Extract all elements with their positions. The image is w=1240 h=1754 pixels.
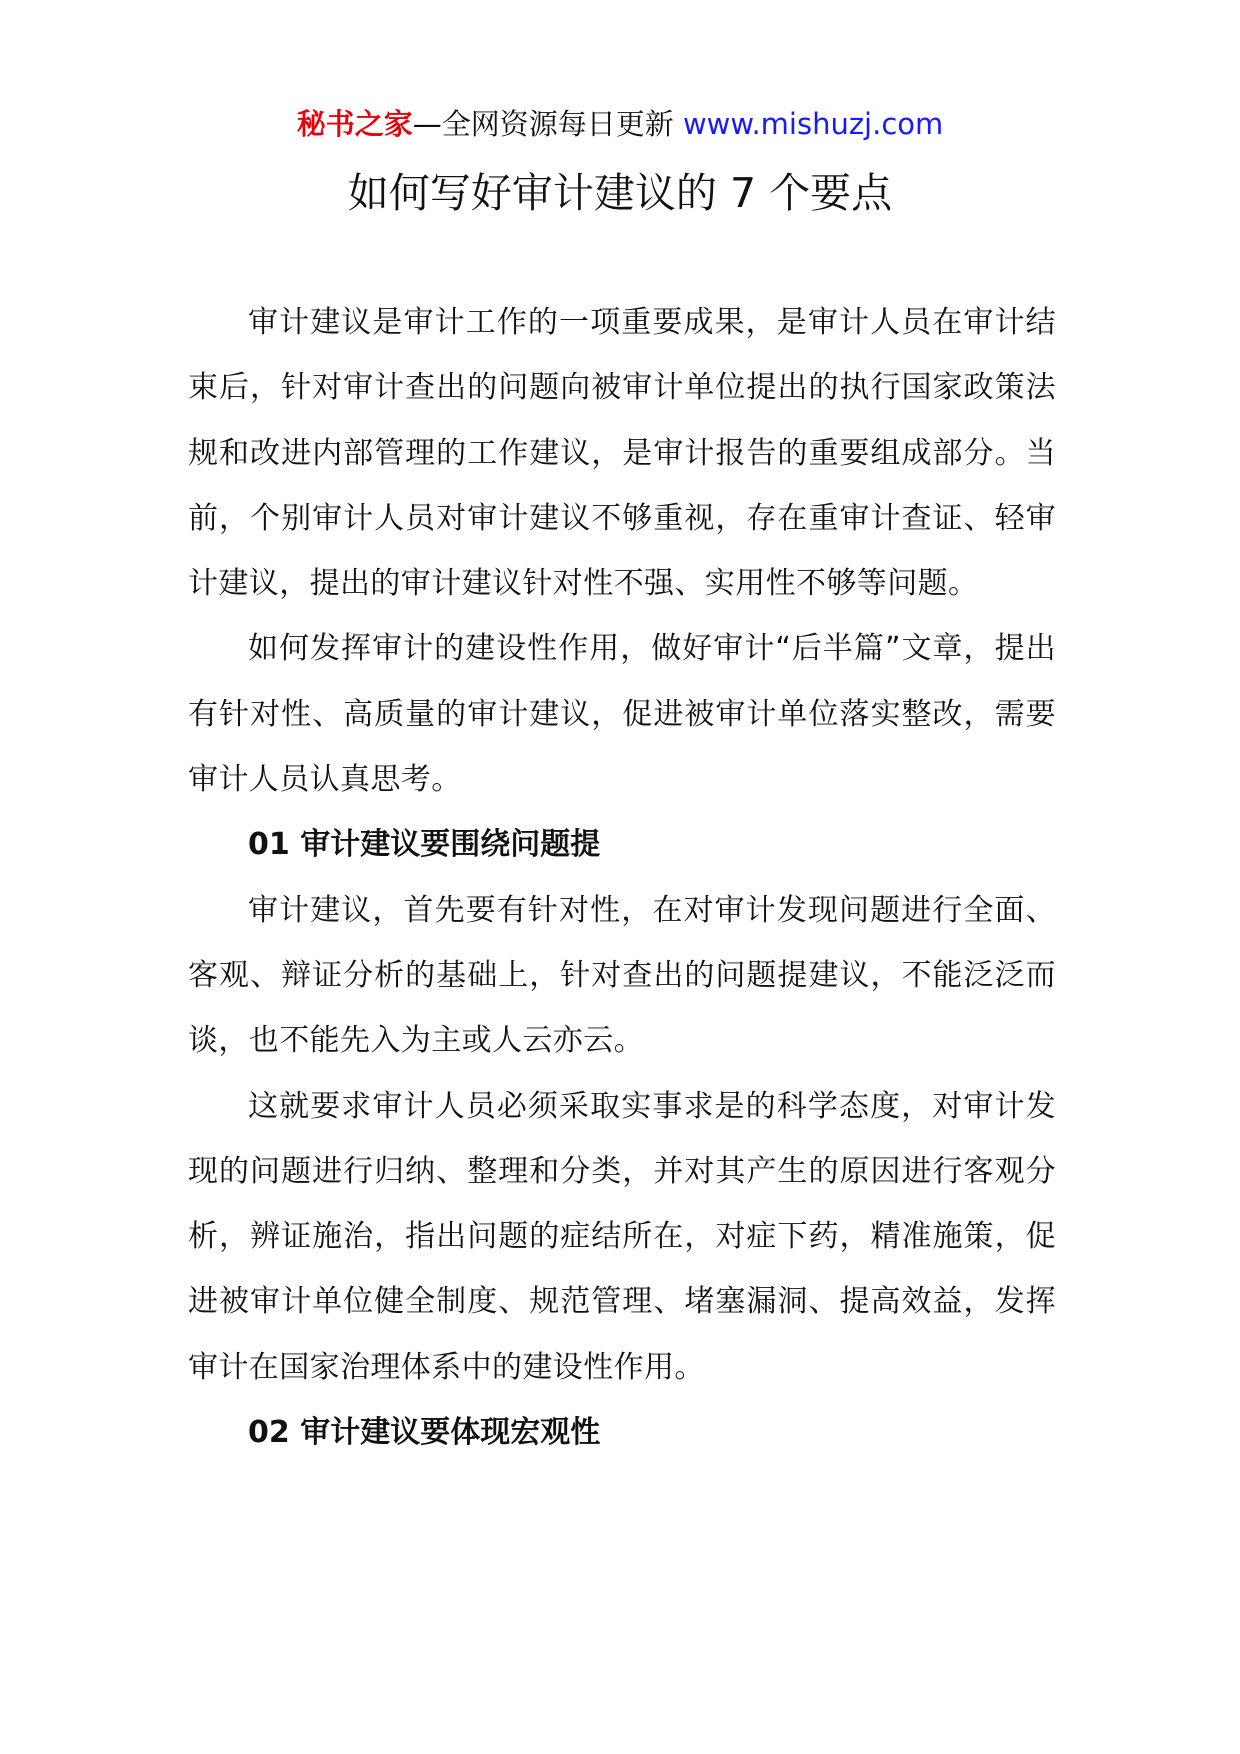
brand-name: 秘书之家 — [296, 107, 413, 141]
document-body — [188, 290, 1056, 1465]
document-title: 如何写好审计建议的 7 个要点 — [347, 169, 893, 217]
paragraph-intro: 审计建议是审计工作的一项重要成果，是审计人员在审计结束后，针对审计查出的问题向被审计单位提出的执行国家政策法规和改进内部管理的工作建议，是审计报告的重要组成部分。当前，个别审计人员对审计建议不够重视，存在重审计查证、轻审计建议，提出的审计建议针对性不强、实用性不够等问题。 — [188, 305, 1056, 602]
paragraph-targeted: 审计建议，首先要有针对性，在对审计发现问题进行全面、客观、辩证分析的基础上，针对查出的问题提建议，不能泛泛而谈，也不能先入为主或人云亦云。 — [188, 892, 1056, 1059]
paragraph-question: 如何发挥审计的建设性作用，做好审计“后半篇”文章，提出有针对性、高质量的审计建议，促进被审计单位落实整改，需要审计人员认真思考。 — [188, 631, 1056, 798]
site-header — [0, 102, 1240, 146]
site-url-link[interactable]: www.mishuzj.com — [682, 107, 944, 141]
paragraph-requirements: 这就要求审计人员必须采取实事求是的科学态度，对审计发现的问题进行归纳、整理和分类，并对其产生的原因进行客观分析，辨证施治，指出问题的症结所在，对症下药，精准施策，促进被审计单位健全制度、规范管理、堵塞漏洞、提高效益，发挥审计在国家治理体系中的建设性作用。 — [188, 1088, 1056, 1385]
section-heading-01: 01 审计建议要围绕问题提 — [248, 827, 601, 863]
header-tagline: —全网资源每日更新 — [412, 107, 683, 141]
section-heading-02: 02 审计建议要体现宏观性 — [248, 1415, 601, 1451]
